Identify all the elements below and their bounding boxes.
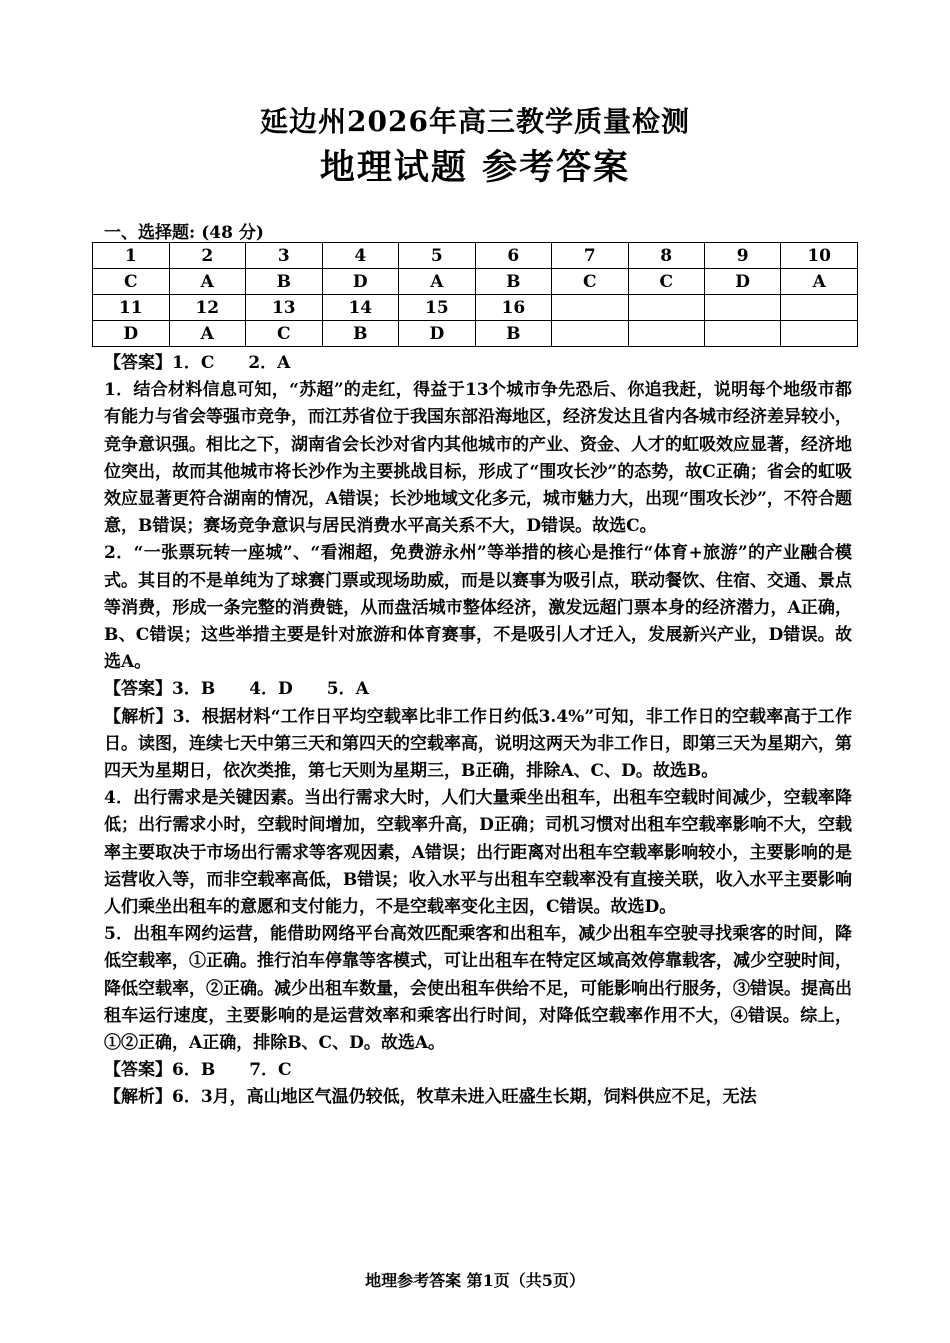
page-footer: 地理参考答案 第1页（共5页） bbox=[365, 1271, 585, 1290]
table-cell bbox=[781, 295, 858, 321]
explanation-paragraph: 5．出租车网约运营，能借助网络平台高效匹配乘客和出租车，减少出租车空驶寻找乘客的时间，降低空载率，①正确。推行泊车停靠等客模式，可让出租车在特定区域高效停靠载客，减少空驶时间，降低空载率，②正确。减少出租车数量，会使出租车供给不足，可能影响出行服务，③错误。提高出租车运行速度，主要影响的是运营效率和乘客出行时间，对降低空载率作用不大，④错误。综上，①②正确，A正确，排除B、C、D。故选A。 bbox=[104, 924, 852, 1054]
table-cell: D bbox=[93, 321, 170, 347]
section-heading: 一、选择题: (48 分) bbox=[104, 223, 264, 243]
table-row bbox=[93, 243, 858, 269]
answer-explanations bbox=[104, 350, 852, 1112]
table-cell: D bbox=[704, 269, 780, 295]
explanation-paragraph: 1．结合材料信息可知，“苏超”的走红，得益于13个城市争先恐后、你追我赶，说明每个地级市都有能力与省会等强市竞争，而江苏省位于我国东部沿海地区，经济发达且省内各城市经济差异较小，竞争意识强。相比之下，湖南省会长沙对省内其他城市的产业、资金、人才的虹吸效应显著，经济地位突出，故而其他城市将长沙作为主要挑战目标，形成了“围攻长沙”的态势，故C正确；省会的虹吸效应显著更符合湖南的情况，A错误；长沙地域文化多元，城市魅力大，出现“围攻长沙”，不符合题意，B错误；赛场竞争意识与居民消费水平高关系不大，D错误。故选C。 bbox=[104, 380, 852, 537]
table-cell: 9 bbox=[704, 243, 780, 269]
table-cell: C bbox=[628, 269, 704, 295]
explanation-paragraph: 【解析】6．3月，高山地区气温仍较低，牧草未进入旺盛生长期，饲料供应不足，无法 bbox=[104, 1087, 757, 1108]
table-row bbox=[93, 321, 858, 347]
table-cell: 13 bbox=[246, 295, 323, 321]
table-cell: 4 bbox=[322, 243, 399, 269]
table-cell: A bbox=[169, 269, 246, 295]
table-cell: 5 bbox=[399, 243, 476, 269]
explanation-paragraph: 【解析】3．根据材料“工作日平均空载率比非工作日约低3.4%”可知，非工作日的空载率高于工作日。读图，连续七天中第三天和第四天的空载率高，说明这两天为非工作日，即第三天为星期六，第四天为星期日，依次类推，第七天则为星期三，B正确，排除A、C、D。故选B。 bbox=[104, 706, 852, 782]
answer-line: 【答案】6．B 7．C bbox=[104, 1060, 292, 1081]
table-cell bbox=[704, 295, 780, 321]
table-cell: D bbox=[399, 321, 476, 347]
table-cell: C bbox=[552, 269, 628, 295]
answer-table bbox=[92, 242, 858, 347]
table-cell bbox=[704, 321, 780, 347]
table-cell: A bbox=[399, 269, 476, 295]
table-row bbox=[93, 269, 858, 295]
table-cell: D bbox=[322, 269, 399, 295]
table-cell: 6 bbox=[475, 243, 552, 269]
table-cell: B bbox=[322, 321, 399, 347]
table-cell: C bbox=[93, 269, 170, 295]
table-cell: 10 bbox=[781, 243, 858, 269]
table-cell: 7 bbox=[552, 243, 628, 269]
table-cell bbox=[628, 295, 704, 321]
table-cell: 1 bbox=[93, 243, 170, 269]
table-cell: C bbox=[246, 321, 323, 347]
table-cell: 11 bbox=[93, 295, 170, 321]
table-cell bbox=[628, 321, 704, 347]
table-cell: 2 bbox=[169, 243, 246, 269]
explanation-paragraph: 4．出行需求是关键因素。当出行需求大时，人们大量乘坐出租车，出租车空载时间减少，空载率降低；出行需求小时，空载时间增加，空载率升高，D正确；司机习惯对出租车空载率影响不大，空载率主要取决于市场出行需求等客观因素，A错误；出行距离对出租车空载率影响较小，主要影响的是运营收入等，而非空载率高低，B错误；收入水平与出租车空载率没有直接关联，收入水平主要影响人们乘坐出租车的意愿和支付能力，不是空载率变化主因，C错误。故选D。 bbox=[104, 788, 852, 918]
table-cell: B bbox=[475, 269, 552, 295]
table-cell: A bbox=[169, 321, 246, 347]
table-cell: 16 bbox=[475, 295, 552, 321]
table-cell: 3 bbox=[246, 243, 323, 269]
answer-line: 【答案】1．C 2．A bbox=[104, 353, 291, 373]
table-cell: B bbox=[475, 321, 552, 347]
document-subtitle: 地理试题 参考答案 bbox=[319, 147, 631, 188]
table-cell: A bbox=[781, 269, 858, 295]
table-cell: 8 bbox=[628, 243, 704, 269]
table-cell: 12 bbox=[169, 295, 246, 321]
explanation-paragraph: 2．“一张票玩转一座城”、“看湘超，免费游永州”等举措的核心是推行“体育+旅游”的产业融合模式。其目的不是单纯为了球赛门票或现场助威，而是以赛事为吸引点，联动餐饮、住宿、交通、景点等消费，形成一条完整的消费链，从而盘活城市整体经济，激发远超门票本身的经济潜力，A正确，B、C错误；这些举措主要是针对旅游和体育赛事，不是吸引人才迁入，发展新兴产业，D错误。故选A。 bbox=[104, 543, 852, 673]
table-cell bbox=[552, 295, 628, 321]
table-row bbox=[93, 295, 858, 321]
table-cell bbox=[781, 321, 858, 347]
answer-line: 【答案】3．B 4．D 5．A bbox=[104, 679, 369, 700]
document-title: 延边州2026年高三教学质量检测 bbox=[260, 105, 690, 138]
table-cell bbox=[552, 321, 628, 347]
table-cell: 15 bbox=[399, 295, 476, 321]
table-cell: 14 bbox=[322, 295, 399, 321]
table-cell: B bbox=[246, 269, 323, 295]
